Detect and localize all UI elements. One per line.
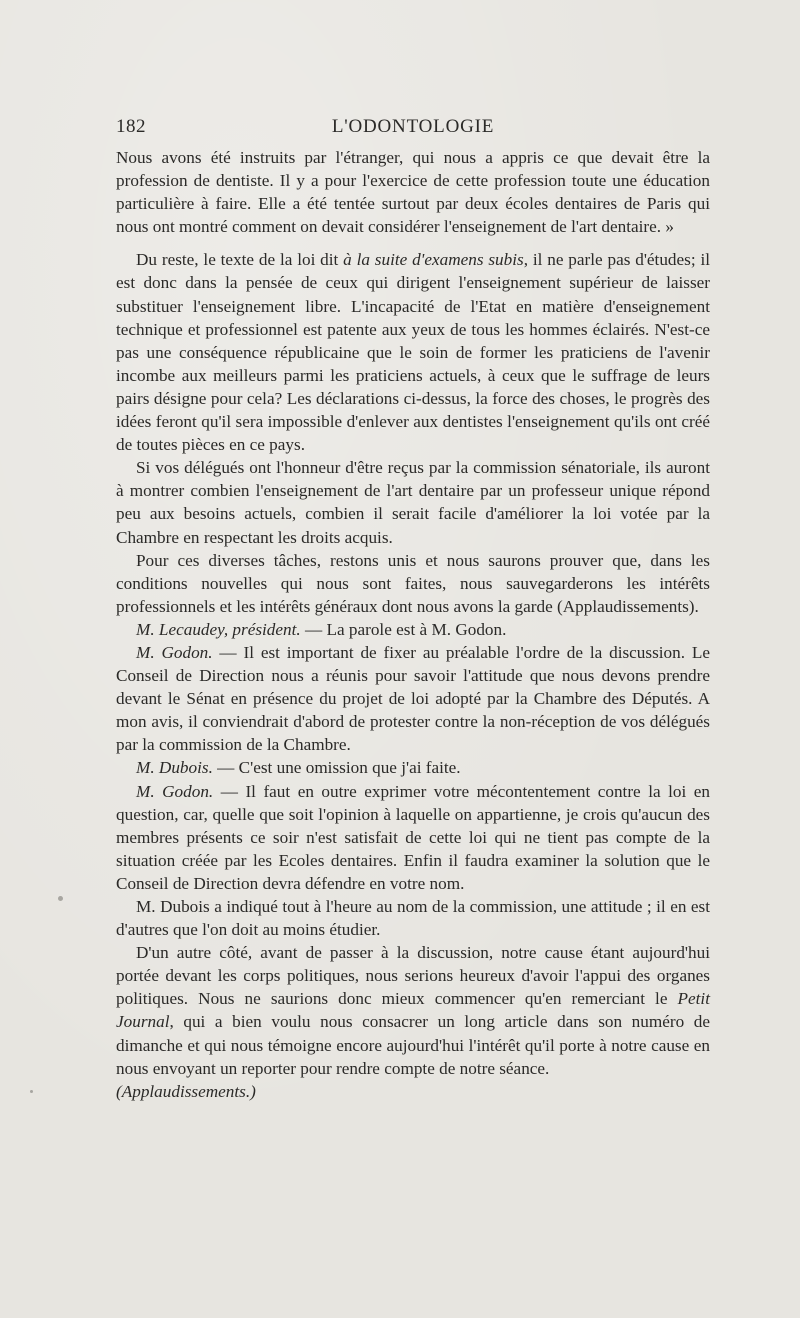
paragraph-text: Si vos délégués ont l'honneur d'être reçus par la commission sénatoriale, ils auront à montrer combien l'enseignement de l'art dentaire par un professeur unique répond peu aux besoins actuels, combien il serait facile d'améliorer la loi votée par la Chambre en respectant les droits acquis.	[116, 458, 710, 547]
dialogue-text: — Il est important de fixer au préalable l'ordre de la discussion. Le Conseil de Direction nous a réunis pour savoir l'attitude que nous devons prendre devant le Sénat en présence du projet de loi adopté par la Chambre des Députés. A mon avis, il conviendrait d'abord de protester contre la non-réception de vos délégués par la commission de la Chambre.	[116, 642, 710, 755]
dialogue-text: — La parole est à M. Godon.	[300, 619, 507, 639]
speaker-name: M. Godon.	[136, 781, 214, 801]
paragraph	[116, 549, 710, 618]
paragraph-text: , qui a bien voulu nous consacrer un long article dans son numéro de dimanche et qui nous témoigne encore aujourd'hui l'intérêt qu'il porte à notre cause en nous envoyant un reporter pour rendre compte de notre séance.	[116, 1012, 710, 1078]
paragraph-text: Du reste, le texte de la loi dit	[136, 250, 344, 270]
speaker-name: M. Godon.	[136, 642, 213, 662]
paragraph	[116, 248, 710, 456]
dialogue-text: — C'est une omission que j'ai faite.	[212, 758, 461, 778]
italic-phrase: à la suite d'examens subis	[343, 250, 524, 270]
paragraph	[116, 456, 710, 548]
speaker-name: M. Dubois.	[136, 758, 213, 778]
paragraph-text: Nous avons été instruits par l'étranger, qui nous a appris ce que devait être la profession de dentiste. Il y a pour l'exercice de cette profession toute une éducation particulière à faire. Elle a été tentée surtout par deux écoles dentaires de Paris qui nous ont montré comment on devait considérer l'enseignement de l'art dentaire. »	[116, 148, 710, 237]
dialogue-line	[116, 641, 710, 756]
paragraph-quote-end	[116, 146, 710, 238]
paragraph	[116, 895, 710, 941]
paper-speck	[30, 1090, 33, 1093]
paragraph	[116, 941, 710, 1103]
dialogue-line	[116, 618, 710, 641]
dialogue-text: — Il faut en outre exprimer votre mécontentement contre la loi en question, car, quelle que soit l'opinion à laquelle on appartienne, je crois qu'aucun des membres présents ce soir n'est satisfait de cette loi qui ne tient pas compte de la situation créée par les Ecoles dentaires. Enfin il faudra examiner la solution que le Conseil de Direction devra défendre en votre nom.	[116, 781, 710, 893]
page-number: 182	[116, 116, 146, 137]
page-header	[116, 116, 710, 146]
applause-note: (Applaudissements.)	[116, 1081, 256, 1101]
paragraph-text: , il ne parle pas d'études; il est donc dans la pensée de ceux qui dirigent l'enseignement supérieur de laisser substituer l'enseignement libre. L'incapacité de l'Etat en matière d'enseignement technique et professionnel est patente aux yeux de tous les hommes éclairés. N'est-ce pas une conséquence républicaine que le soin de former les praticiens de l'avenir incombe aux meilleurs parmi les praticiens actuels, à ceux que le suffrage de leurs pairs désigne pour cela? Les déclarations ci-dessus, la force des choses, le progrès des idées feront qu'il sera impossible d'enlever aux dentistes l'enseignement qu'ils ont créé de toutes pièces en ce pays.	[116, 250, 710, 455]
paragraph-text: D'un autre côté, avant de passer à la discussion, notre cause étant aujourd'hui portée devant les corps politiques, nous serions heureux d'avoir l'appui des organes politiques. Nous ne saurions donc mieux commencer qu'en remerciant le	[116, 943, 710, 1009]
dialogue-line	[116, 756, 710, 779]
dialogue-line	[116, 780, 710, 895]
speaker-name: M. Lecaudey, président.	[136, 619, 301, 639]
paragraph-text: Pour ces diverses tâches, restons unis et nous saurons prouver que, dans les conditions nouvelles qui nous sont faites, nous sauvegarderons les intérêts professionnels et les intérêts généraux dont nous avons la garde (Applaudissements).	[116, 550, 710, 616]
paragraph-text: M. Dubois a indiqué tout à l'heure au nom de la commission, une attitude ; il en est d'autres que l'on doit au moins étudier.	[116, 897, 710, 940]
body-text	[116, 146, 710, 1103]
running-title: L'ODONTOLOGIE	[331, 116, 495, 137]
italic-title: Petit Journal	[116, 989, 710, 1032]
paper-speck	[58, 896, 63, 901]
